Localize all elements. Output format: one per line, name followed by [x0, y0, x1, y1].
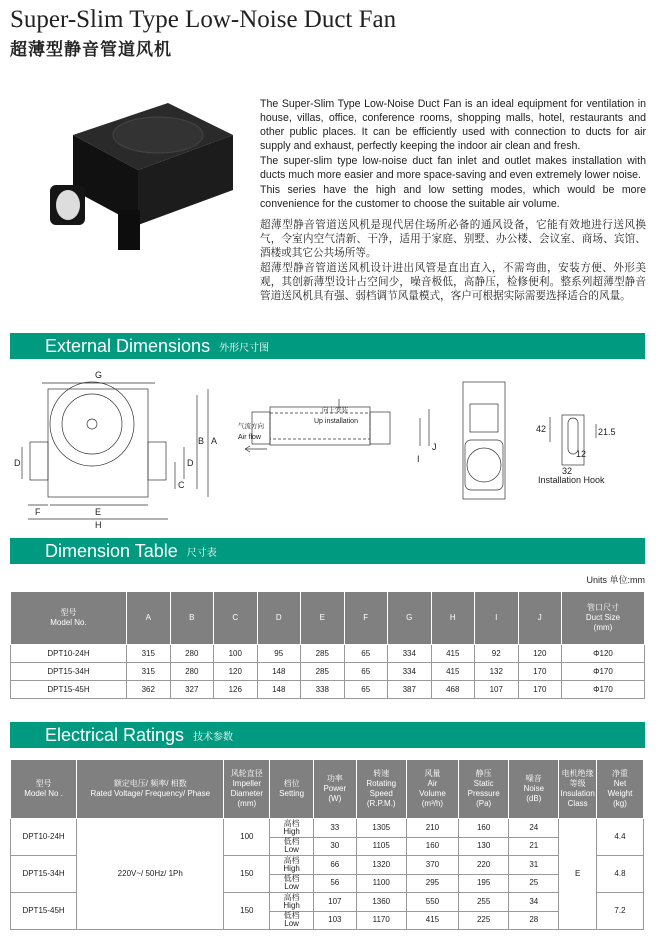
header-pressure: [459, 760, 509, 819]
table-row: [11, 645, 645, 663]
cell-value: 170: [518, 681, 562, 699]
header-line: 风轮直径: [230, 769, 263, 778]
header-model: [11, 592, 127, 645]
cell-value: 370: [406, 856, 458, 875]
dim-label-a: A: [211, 436, 218, 446]
cell-value: 148: [257, 681, 301, 699]
setting-cn: 低档: [283, 874, 300, 884]
desc-en-1: The Super-Slim Type Low-Noise Duct Fan is an ideal equipment for ventilation in house, villas, office, conference rooms, shopping malls, hotel, restaurants and other public places. It can be efficiently used with connection to ducts for air supply and exhaust, perfectly keeping the indoor air clean and fresh.: [260, 98, 646, 152]
section-title: External Dimensions: [45, 335, 211, 356]
cell-model: DPT10-24H: [11, 645, 127, 663]
cell-duct: Φ170: [562, 681, 645, 699]
installation-hook-icon: [550, 415, 596, 465]
cell-value: 100: [214, 645, 258, 663]
cell-model: DPT15-34H: [11, 856, 77, 893]
dim-label-b: B: [198, 436, 205, 446]
header-rated: [77, 760, 224, 819]
cell-value: 285: [301, 645, 345, 663]
table-row: [11, 681, 645, 699]
cell-value: 132: [475, 663, 519, 681]
cell-duct: Φ170: [562, 663, 645, 681]
cell-value: 280: [170, 663, 214, 681]
header-duct: [562, 592, 645, 645]
header-line: Pressure: [467, 789, 500, 798]
header-line: (R.P.M.): [366, 799, 396, 808]
setting-en: High: [283, 900, 300, 910]
cell-value: 120: [214, 663, 258, 681]
cell-value: 120: [518, 645, 562, 663]
cell-value: 315: [127, 663, 171, 681]
table-row: [11, 663, 645, 681]
cell-value: 66: [313, 856, 356, 875]
cell-value: 103: [313, 911, 356, 930]
end-view: [463, 382, 505, 499]
cell-value: 225: [459, 911, 509, 930]
dim-label-j: J: [432, 442, 437, 452]
cell-value: 1320: [356, 856, 406, 875]
header-line: Model No .: [24, 789, 63, 798]
cell-duct: Φ120: [562, 645, 645, 663]
dim-label-f: F: [35, 507, 41, 517]
header-model: [11, 760, 77, 819]
header-line: 风量: [424, 769, 441, 778]
header-impeller: [224, 760, 270, 819]
header-line: 管口尺寸: [587, 603, 619, 612]
header-line: 电机绝缘等级: [561, 769, 594, 788]
header-line: Insulation Class: [560, 789, 595, 808]
header-d: D: [257, 592, 301, 645]
dim-label-e: E: [95, 507, 102, 517]
setting-en: Low: [284, 845, 299, 855]
airflow-en: Air flow: [238, 434, 261, 441]
product-photo: [28, 95, 243, 270]
cell-value: 210: [406, 819, 458, 838]
dim-label-g: G: [95, 370, 103, 380]
header-line: 额定电压/ 频率/ 相数: [113, 779, 187, 788]
cell-setting: [270, 837, 314, 856]
header-line: Diameter: [230, 789, 264, 798]
cell-setting: [270, 819, 314, 838]
cell-value: 160: [406, 837, 458, 856]
hook-caption: Installation Hook: [538, 475, 605, 485]
section-title: Electrical Ratings: [45, 724, 185, 745]
header-line: Rotating: [366, 779, 397, 788]
cell-value: 34: [509, 893, 559, 912]
header-a: A: [127, 592, 171, 645]
header-line: (mm): [237, 799, 257, 808]
hook-42: 42: [536, 424, 547, 434]
cell-value: 1305: [356, 819, 406, 838]
header-b: B: [170, 592, 214, 645]
header-line: Model No.: [50, 618, 87, 627]
setting-cn: 高档: [283, 892, 300, 902]
cell-value: 31: [509, 856, 559, 875]
header-i: I: [475, 592, 519, 645]
cell-setting: [270, 856, 314, 875]
hook-32: 32: [562, 466, 573, 476]
cell-insulation: E: [559, 819, 597, 930]
dim-label-d-left: D: [14, 458, 21, 468]
cell-value: 334: [388, 663, 432, 681]
header-line: Volume: [419, 789, 446, 798]
dimension-drawings: [0, 362, 660, 534]
header-line: (m³/h): [421, 799, 444, 808]
up-install-en: Up installation: [314, 418, 358, 425]
cell-value: 415: [431, 645, 475, 663]
cell-value: 126: [214, 681, 258, 699]
cell-model: DPT15-34H: [11, 663, 127, 681]
cell-weight: 4.8: [596, 856, 643, 893]
setting-cn: 低档: [283, 911, 300, 921]
cell-value: 415: [431, 663, 475, 681]
header-line: (dB): [526, 794, 542, 803]
header-line: (mm): [593, 623, 613, 632]
header-line: (kg): [613, 799, 627, 808]
setting-en: Low: [284, 919, 299, 929]
cell-value: 28: [509, 911, 559, 930]
section-title-cn: 尺寸表: [186, 547, 217, 559]
header-e: E: [301, 592, 345, 645]
cell-value: 170: [518, 663, 562, 681]
header-setting: [270, 760, 314, 819]
cell-value: 387: [388, 681, 432, 699]
cell-value: 1170: [356, 911, 406, 930]
dim-label-c: C: [178, 480, 185, 490]
cell-value: 1100: [356, 874, 406, 893]
table-row: [11, 819, 644, 838]
header-line: 功率: [326, 774, 343, 783]
cell-impeller: 100: [224, 819, 270, 856]
header-line: 档位: [283, 779, 300, 788]
cell-value: 362: [127, 681, 171, 699]
header-line: 转速: [373, 769, 390, 778]
units-label: Units 单位:mm: [586, 575, 645, 585]
cell-value: 1105: [356, 837, 406, 856]
cell-value: 550: [406, 893, 458, 912]
dim-label-h: H: [95, 520, 102, 530]
description: [260, 97, 646, 304]
header-line: Noise: [523, 784, 545, 793]
header-noise: [509, 760, 559, 819]
cell-value: 255: [459, 893, 509, 912]
cell-value: 280: [170, 645, 214, 663]
cell-value: 25: [509, 874, 559, 893]
cell-value: 160: [459, 819, 509, 838]
cell-value: 468: [431, 681, 475, 699]
hook-21-5: 21.5: [598, 427, 616, 437]
header-line: 型号: [60, 608, 77, 617]
header-speed: [356, 760, 406, 819]
header-line: (Pa): [476, 799, 492, 808]
cell-impeller: 150: [224, 893, 270, 930]
up-install-cn: 向上安装: [322, 407, 348, 414]
setting-cn: 低档: [283, 837, 300, 847]
header-line: Weight: [607, 789, 633, 798]
header-line: Power: [323, 784, 347, 793]
cell-value: 285: [301, 663, 345, 681]
page-subtitle: 超薄型静音管道风机: [10, 40, 172, 59]
setting-en: High: [283, 863, 300, 873]
header-f: F: [344, 592, 388, 645]
cell-setting: [270, 893, 314, 912]
cell-rated: 220V~/ 50Hz/ 1Ph: [77, 819, 224, 930]
header-line: 静压: [475, 769, 492, 778]
cell-value: 195: [459, 874, 509, 893]
cell-value: 107: [475, 681, 519, 699]
header-power: [313, 760, 356, 819]
electrical-ratings-table: [10, 759, 644, 930]
header-weight: [596, 760, 643, 819]
header-j: J: [518, 592, 562, 645]
cell-value: 338: [301, 681, 345, 699]
setting-en: Low: [284, 882, 299, 892]
desc-cn-2: 超薄型静音管道送风机设计进出风管是直出直入，不需弯曲，安装方便、外形美观，其创新薄型设计占空间少，噪音极低，高静压，检修便利。整系列超薄型静音管道送风机具有强、弱档调节风量模式，客户可根据实际需要选择适合的风量。: [260, 262, 646, 302]
header-line: 净重: [611, 769, 628, 778]
header-line: Net: [613, 779, 627, 788]
side-view: [245, 399, 429, 452]
header-line: Impeller: [232, 779, 262, 788]
header-line: (W): [328, 794, 342, 803]
cell-value: 107: [313, 893, 356, 912]
header-h: H: [431, 592, 475, 645]
section-bar-dimension-table: [10, 538, 645, 564]
dim-label-d-right: D: [187, 458, 194, 468]
cell-value: 334: [388, 645, 432, 663]
cell-value: 30: [313, 837, 356, 856]
section-title-cn: 技术参数: [193, 731, 234, 743]
setting-cn: 高档: [283, 855, 300, 865]
desc-en-2: The super-slim type low-noise duct fan inlet and outlet makes installation with ducts much more easier and more space-saving and even extremely lower noise.: [260, 155, 646, 181]
desc-en-3: This series have the high and low setting modes, which would be more convenience for the customer to choose the suitable air volume.: [260, 184, 646, 210]
cell-value: 65: [344, 645, 388, 663]
cell-model: DPT10-24H: [11, 819, 77, 856]
desc-cn-1: 超薄型静音管道送风机是现代居住场所必备的通风设备，它能有效地进行送风换气，令室内空气清新、干净，适用于家庭、别墅、办公楼、会议室、商场、宾馆、酒楼或其它公共场所等。: [260, 219, 646, 259]
setting-cn: 高档: [283, 818, 300, 828]
header-line: Air: [427, 779, 438, 788]
cell-model: DPT15-45H: [11, 681, 127, 699]
hook-12: 12: [576, 449, 587, 459]
header-insulation: [559, 760, 597, 819]
cell-value: 65: [344, 663, 388, 681]
cell-value: 24: [509, 819, 559, 838]
cell-model: DPT15-45H: [11, 893, 77, 930]
header-line: Speed: [369, 789, 393, 798]
front-view: [22, 382, 208, 519]
cell-value: 130: [459, 837, 509, 856]
section-title-cn: 外形尺寸图: [219, 342, 270, 354]
section-bar-external: [10, 333, 645, 359]
cell-value: 21: [509, 837, 559, 856]
cell-value: 1360: [356, 893, 406, 912]
header-line: 型号: [35, 779, 52, 788]
cell-value: 415: [406, 911, 458, 930]
header-c: C: [214, 592, 258, 645]
cell-setting: [270, 874, 314, 893]
cell-value: 148: [257, 663, 301, 681]
cell-value: 65: [344, 681, 388, 699]
cell-value: 295: [406, 874, 458, 893]
cell-value: 327: [170, 681, 214, 699]
cell-value: 220: [459, 856, 509, 875]
dimension-table: [10, 591, 645, 699]
airflow-cn: 气流方向: [238, 423, 264, 430]
cell-value: 56: [313, 874, 356, 893]
cell-setting: [270, 911, 314, 930]
section-bar-electrical: [10, 722, 645, 748]
header-line: Rated Voltage/ Frequency/ Phase: [90, 789, 211, 798]
cell-weight: 4.4: [596, 819, 643, 856]
cell-weight: 7.2: [596, 893, 643, 930]
setting-en: High: [283, 826, 300, 836]
cell-value: 315: [127, 645, 171, 663]
header-line: Setting: [279, 789, 305, 798]
section-title: Dimension Table: [45, 540, 178, 561]
page-title: Super-Slim Type Low-Noise Duct Fan: [10, 6, 397, 33]
header-line: 噪音: [525, 774, 542, 783]
cell-impeller: 150: [224, 856, 270, 893]
header-line: Duct Size: [585, 613, 621, 622]
cell-value: 92: [475, 645, 519, 663]
header-air: [406, 760, 458, 819]
cell-value: 33: [313, 819, 356, 838]
header-line: Static: [473, 779, 494, 788]
dim-label-i: I: [417, 454, 420, 464]
cell-value: 95: [257, 645, 301, 663]
header-g: G: [388, 592, 432, 645]
